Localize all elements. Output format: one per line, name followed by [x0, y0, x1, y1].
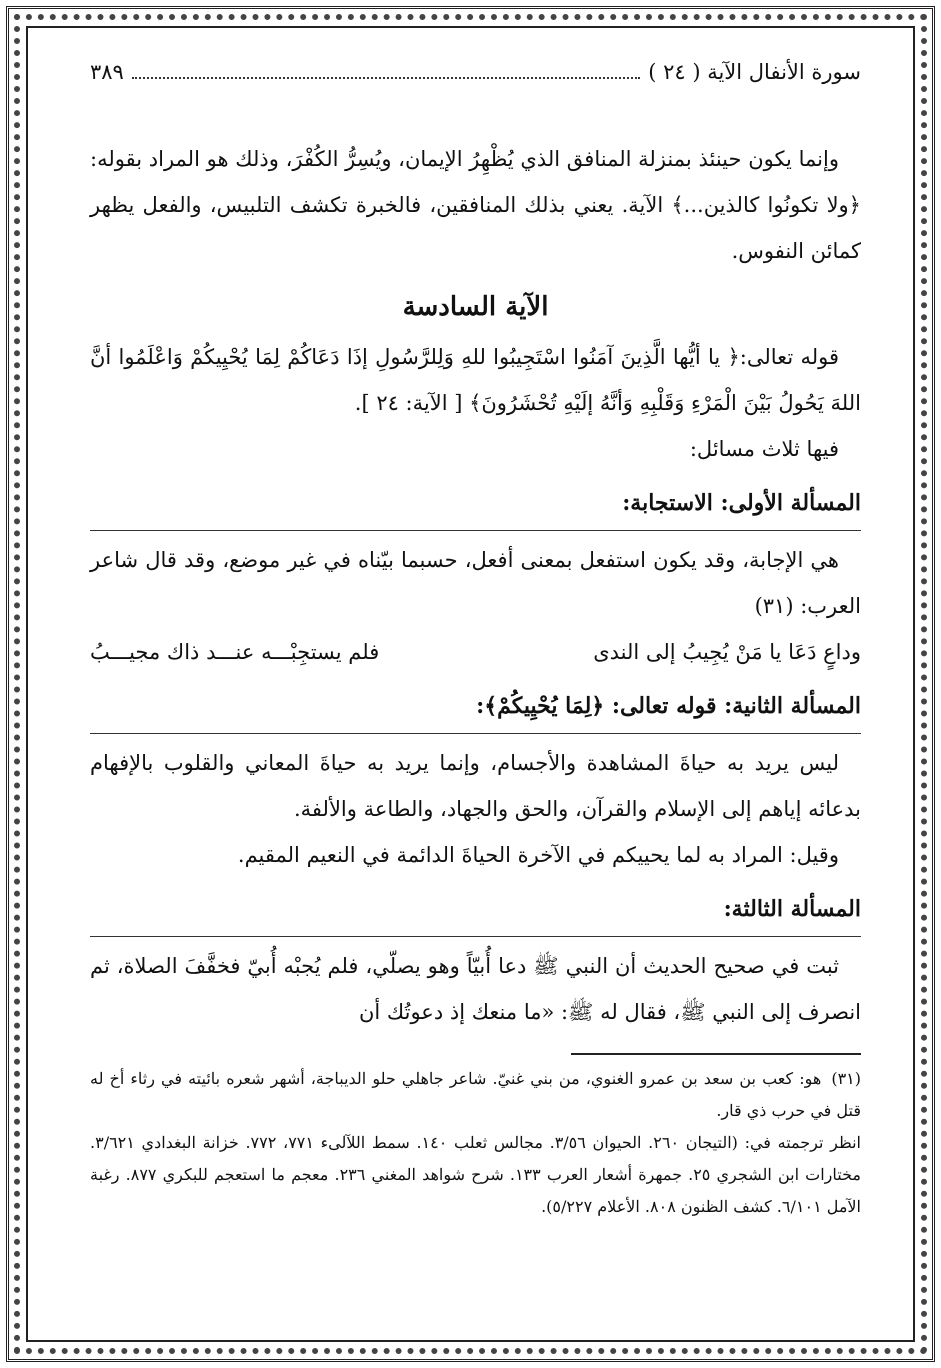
verse-paragraph: قوله تعالى:﴿ يا أيُّها الَّذِينَ آمَنُوا اسْتَجِيبُوا للهِ وَلِلرَّسُولِ إذَا دَعَاكُمْ لِمَا يُحْيِيكُمْ وَاعْلَمُوا أنَّ اللهَ يَحُولُ بَيْنَ الْمَرْءِ وَقَلْبِهِ وَأنَّهُ إلَيْهِ تُحْشَرُونَ﴾ [ الآية: ٢٤ ].: [90, 345, 861, 415]
heading-rule: [90, 530, 861, 531]
footnote-text-1: هو: كعب بن سعد بن عمرو الغنوي، من بني غنيّ. شاعر جاهلي حلو الديباجة، أشهر شعره بائيته في رثاء أخ له قتل في حرب ذي قار.: [90, 1069, 861, 1120]
book-page: [90, 60, 861, 1308]
issue-2-heading-text: المسألة الثانية: قوله تعالى: ﴿لِمَا يُحْيِيكُمْ﴾:: [476, 693, 861, 719]
poem-first-hemistich: وداعٍ دَعَا يا مَنْ يُجِيبُ إلى الندى: [593, 640, 861, 664]
issue-3-heading-text: المسألة الثالثة:: [723, 896, 861, 922]
heading-rule: [90, 936, 861, 937]
footnote-number: (٣١): [831, 1069, 862, 1088]
poem-verse: [90, 629, 861, 675]
issue-2-body: ليس يريد به حياةَ المشاهدة والأجسام، وإنما يريد به حياةَ المعاني والقلوب بالإفهام بدعائه إياهم إلى الإسلام والقرآن، والحق والجهاد، والطاعة والألفة.: [90, 751, 861, 821]
running-title: سورة الأنفال الآية ( ٢٤ ): [648, 60, 861, 84]
poem-second-hemistich: فلم يستجِبْـــه عنـــد ذاك مجيـــبُ: [90, 640, 380, 664]
issue-2-alt: وقيل: المراد به لما يحييكم في الآخرة الحياةَ الدائمة في النعيم المقيم.: [237, 843, 839, 867]
leader-dots: [132, 67, 640, 79]
heading-rule: [90, 733, 861, 734]
issue-2-heading: [90, 685, 861, 734]
footnote-31-sources: انظر ترجمته في: (التيجان ٢٦٠. الحيوان ٣/٥٦. مجالس ثعلب ١٤٠. سمط اللآلىء ٧٧١، ٧٧٢. خزانة البغدادي ٣/٦٢١. مختارات ابن الشجري ٢٥. جمهرة أشعار العرب ١٣٣. شرح شواهد المغني ٢٣٦. معجم ما استعجم للبكري ٨٧٧. رغبة الآمل ٦/١٠١. كشف الظنون ٨٠٨. الأعلام ٥/٢٢٧).: [90, 1133, 861, 1216]
running-header: [90, 60, 861, 90]
page-number: ٣٨٩: [90, 60, 124, 84]
intro-paragraph: وإنما يكون حينئذ بمنزلة المنافق الذي يُظْهِرُ الإيمان، ويُسِرُّ الكُفْرَ، وذلك هو المراد بقوله: ﴿ولا تكونُوا كالذين...﴾ الآية. يعني بذلك المنافقين، فالخبرة تكشف التلبيس، والفعل يظهر كمائن النفوس.: [90, 147, 861, 263]
issues-count: فيها ثلاث مسائل:: [689, 437, 839, 461]
footnote-31: [90, 1063, 861, 1127]
section-title: الآية السادسة: [402, 292, 549, 322]
issue-3-heading: [90, 888, 861, 937]
issue-1-heading: [90, 482, 861, 531]
issue-1-body: هي الإجابة، وقد يكون استفعل بمعنى أفعل، حسبما بيّناه في غير موضع، وقد قال شاعر العرب: (٣١): [90, 548, 861, 618]
issue-1-heading-text: المسألة الأولى: الاستجابة:: [622, 490, 861, 516]
issue-3-body: ثبت في صحيح الحديث أن النبي ﷺ دعا أُبيّاً وهو يصلّي، فلم يُجبْه أُبيّ فخفَّفَ الصلاة، ثم انصرف إلى النبي ﷺ، فقال له ﷺ: «ما منعك إذ دعوتُك أن: [90, 954, 861, 1024]
footnote-separator: [571, 1053, 861, 1055]
